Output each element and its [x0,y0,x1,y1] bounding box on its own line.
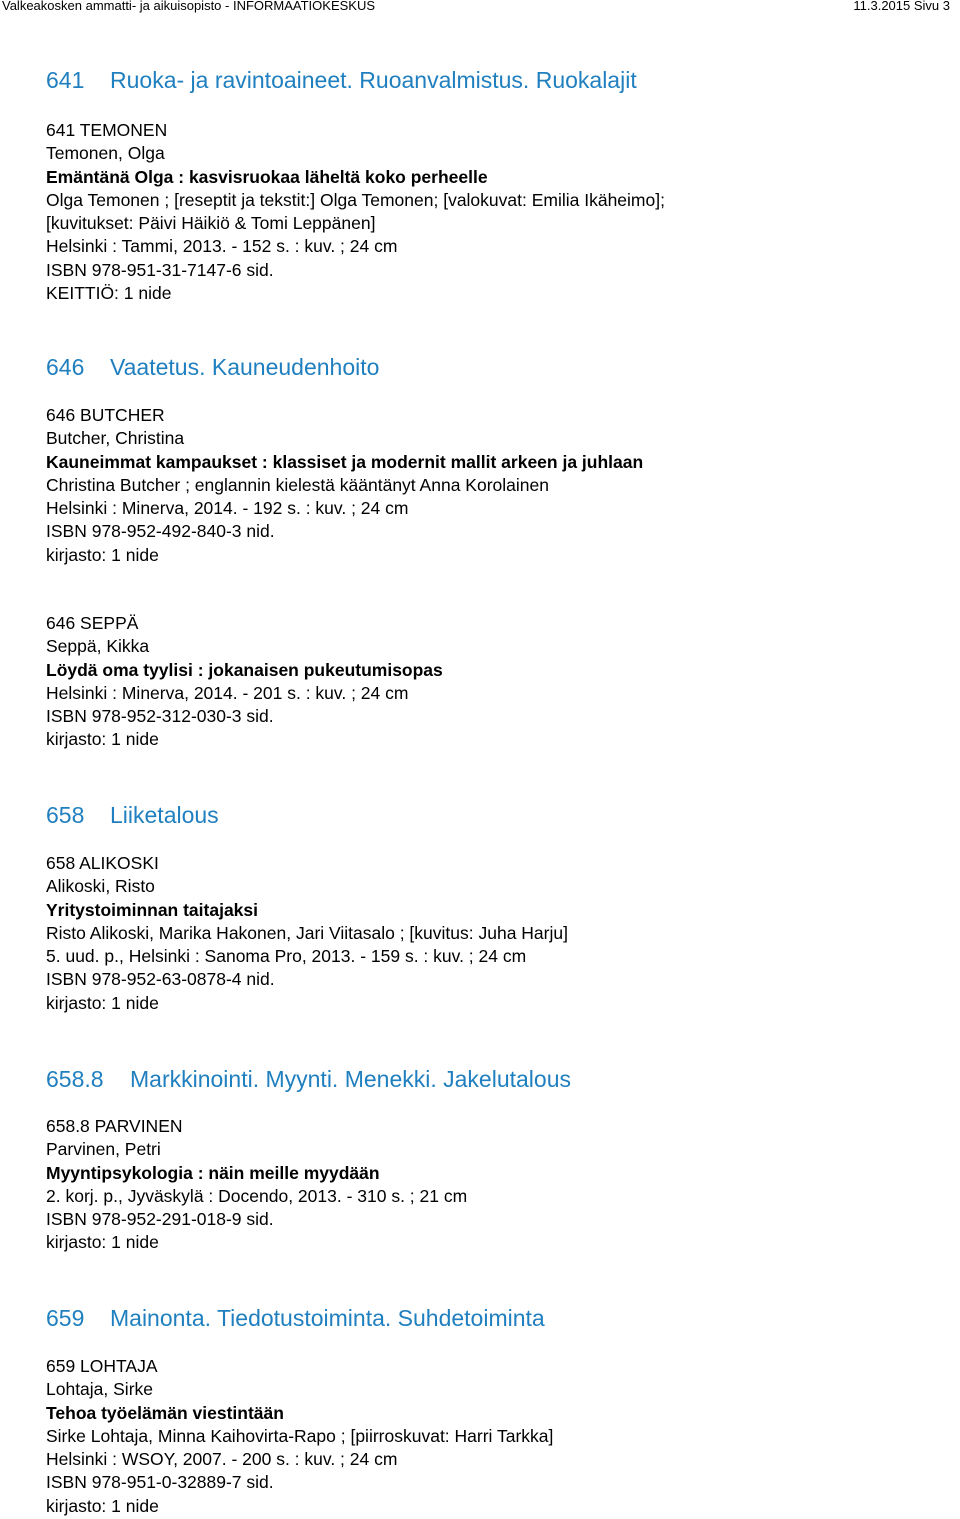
entry-isbn: ISBN 978-952-492-840-3 nid. [46,521,275,542]
entry-isbn: ISBN 978-952-291-018-9 sid. [46,1209,274,1230]
entry-author: Butcher, Christina [46,428,185,449]
entry-author: Lohtaja, Sirke [46,1379,154,1400]
entry-author: Parvinen, Petri [46,1139,161,1160]
entry-publication: Helsinki : Minerva, 2014. - 201 s. : kuv. ; 24 cm [46,682,409,703]
entry-holdings: kirjasto: 1 nide [46,729,159,750]
section-code: 641 [46,67,85,93]
entry-title: Löydä oma tyylisi : jokanaisen pukeutumisopas [46,659,443,680]
entry-author: Seppä, Kikka [46,636,150,657]
entry-publication: Helsinki : Minerva, 2014. - 192 s. : kuv. ; 24 cm [46,498,409,519]
section-code: 646 [46,354,85,380]
entry-responsibility: Risto Alikoski, Marika Hakonen, Jari Viitasalo ; [kuvitus: Juha Harju] [46,922,568,943]
entry-responsibility-cont: [kuvitukset: Päivi Häikiö & Tomi Leppänen] [46,213,376,234]
section-code: 658 [46,802,85,828]
section-title: Liiketalous [110,802,219,828]
entry-holdings: kirjasto: 1 nide [46,1232,159,1253]
section-code: 659 [46,1305,85,1331]
section-title: Markkinointi. Myynti. Menekki. Jakelutalous [130,1066,571,1092]
catalog-entry [46,119,665,305]
catalog-entry [46,404,643,567]
entry-publication: 2. korj. p., Jyväskylä : Docendo, 2013. - 310 s. ; 21 cm [46,1185,468,1206]
entry-shelf-code: 658.8 PARVINEN [46,1116,183,1136]
section-code: 658.8 [46,1066,104,1092]
entry-holdings: kirjasto: 1 nide [46,1495,159,1516]
entry-responsibility: Olga Temonen ; [reseptit ja tekstit:] Olga Temonen; [valokuvat: Emilia Ikäheimo]; [46,189,665,210]
entry-isbn: ISBN 978-952-63-0878-4 nid. [46,969,275,990]
catalog-entry [46,612,443,752]
catalog-entry [46,1115,467,1255]
section-heading [46,801,219,829]
entry-shelf-code: 658 ALIKOSKI [46,853,159,873]
section-heading [46,66,637,94]
entry-author: Temonen, Olga [46,143,165,164]
entry-publication: Helsinki : Tammi, 2013. - 152 s. : kuv. ; 24 cm [46,236,398,257]
header-date-page: 11.3.2015 Sivu 3 [853,0,950,13]
entry-publication: Helsinki : WSOY, 2007. - 200 s. : kuv. ; 24 cm [46,1449,398,1470]
catalog-entry [46,852,568,1015]
entry-responsibility: Sirke Lohtaja, Minna Kaihovirta-Rapo ; [piirroskuvat: Harri Tarkka] [46,1425,554,1446]
section-title: Ruoka- ja ravintoaineet. Ruoanvalmistus. Ruokalajit [110,67,637,93]
section-title: Mainonta. Tiedotustoiminta. Suhdetoiminta [110,1305,545,1331]
entry-title: Tehoa työelämän viestintään [46,1402,284,1423]
entry-shelf-code: 659 LOHTAJA [46,1356,158,1376]
entry-responsibility: Christina Butcher ; englannin kielestä kääntänyt Anna Korolainen [46,474,549,495]
entry-shelf-code: 641 TEMONEN [46,120,168,140]
entry-holdings: kirjasto: 1 nide [46,544,159,565]
entry-holdings: KEITTIÖ: 1 nide [46,283,172,304]
catalog-entry [46,1355,553,1518]
entry-title: Emäntänä Olga : kasvisruokaa läheltä koko perheelle [46,166,488,187]
section-title: Vaatetus. Kauneudenhoito [110,354,380,380]
section-heading [46,1065,571,1093]
entry-title: Kauneimmat kampaukset : klassiset ja modernit mallit arkeen ja juhlaan [46,451,644,472]
section-heading [46,1304,545,1332]
header-institution: Valkeakosken ammatti- ja aikuisopisto - INFORMAATIOKESKUS [2,0,376,13]
entry-title: Yritystoiminnan taitajaksi [46,899,259,920]
entry-shelf-code: 646 SEPPÄ [46,613,139,633]
entry-publication: 5. uud. p., Helsinki : Sanoma Pro, 2013. - 159 s. : kuv. ; 24 cm [46,946,527,967]
section-heading [46,353,379,381]
entry-shelf-code: 646 BUTCHER [46,405,165,425]
entry-author: Alikoski, Risto [46,876,155,897]
entry-title: Myyntipsykologia : näin meille myydään [46,1162,380,1183]
entry-isbn: ISBN 978-951-31-7147-6 sid. [46,259,274,280]
entry-holdings: kirjasto: 1 nide [46,992,159,1013]
page-header [0,0,960,17]
entry-isbn: ISBN 978-952-312-030-3 sid. [46,706,274,727]
entry-isbn: ISBN 978-951-0-32889-7 sid. [46,1472,274,1493]
